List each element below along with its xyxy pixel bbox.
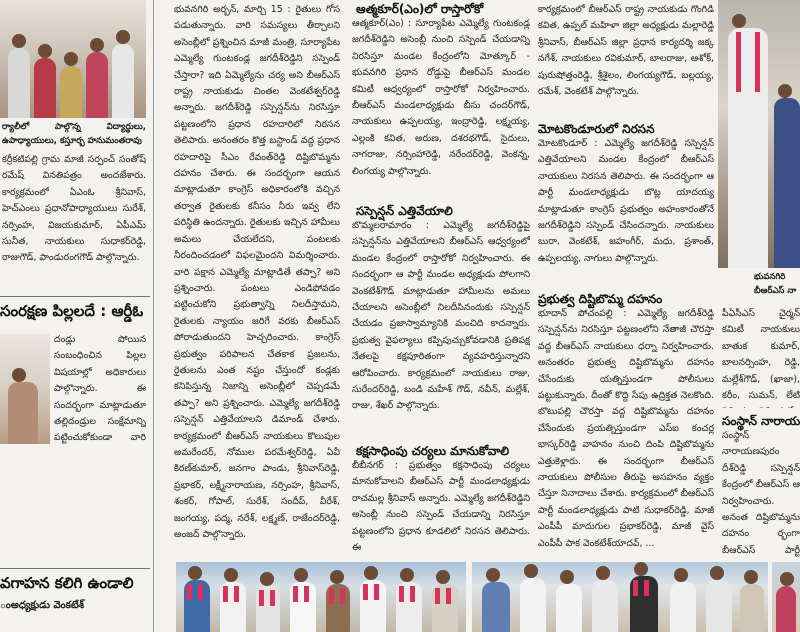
scarf-decoration <box>633 580 649 596</box>
person-figure <box>592 580 618 632</box>
person-figure <box>326 584 350 632</box>
column-divider <box>153 0 154 632</box>
person-figure <box>184 580 210 632</box>
article-body: భువనగిరి అర్బన్, మార్చి 15 : రైతులు గోస పడుతున్నారు. వారి సమస్యలు తీర్చాలని అసెంబ్లీలో ప్రశ్నించిన మాజీ మంత్రి, సూర్యాపేట ఎమ్మెల్యే గుంటకండ్ల జగదీశ్‌రెడ్డిని సస్పెండ్ చేస్తారా? ఇది ఏ‌మ్మెల్యేను చర్య అని బీఆర్ఎస్ రాష్ట్ర నాయకుడు చింతల వెంకటేశ్వర్‌రెడ్డి అన్నారు. జగదీశ్‌రెడ్డి సస్పెన్షన్‌ను నిరసిస్తూ పట్టణంలోని ప్రధాన రహదారిలో నిరసన తెలిపారు. అనంతరం కొత్త బస్టాండ్ వద్ద ప్రధాన రహదారిపై సీఎం రేవంత్‌రెడ్డి దిష్టిబొమ్మను దహనం చేశారు. ఈ సందర్భంగా ఆయన మాట్లాడుతూ కాంగ్రెస్ అధికారంలోకి వచ్చిన తర్వాత రైతులకు కనీసం నీరు ఇవ్వ లేని పరిస్థితి ఉందన్నారు. రైతులకు ఇచ్చిన హామీలు అమలు చేయలేదని, పంటలకు నీరందించడంలో విఫలమైందని విమర్శించారు. వారి పక్షాన ఎమ్మెల్యే మాట్లాడితే తప్పా? అని ప్రశ్నించారు. పంటలు ఎండిపోవడం పట్టించుకోని ప్రభుత్వాన్ని నిలదీస్తామని, రైతులకు న్యాయం జరిగే వరకు బీఆర్ఎస్ పోరాడుతుందని హెచ్చరించారు. కాంగ్రెస్ ప్రభుత్వం పరిపాలన చేతకాక ప్రజలను, రైతులను ఎంత నష్టం చేస్తుందో కండ్లకు కనిపిస్తున్న నిజాన్ని అసెంబ్లీలో చెప్పడమే తప్పా? అని ప్రశ్నించారు. ఎమ్మెల్యే జగదీశ్‌రెడ్డి సస్పెన్షన్ ఎత్తివేయాలని డిమాండ్ చేశారు. కార్యక్రమంలో బీఆర్ఎస్ నాయకులు కొలుపుల అమరేందర్, నోముల పరమేశ్వర్‌రెడ్డి, ఏవీ కిరణ్‌కుమార్, జనగాం పాండు, శ్రీనివాస్‌రెడ్డి, ప్రభాకర్, లక్ష్మీనారాయణ, నర్సింహ, శ్రీనివాస్, శంకర్, గోపాల్, సురేశ్, సందీప్, వీరేశ్, జంగయ్య, పద్మ, నరేశ్, లక్ష్మణ్, రాజేందర్‌రెడ్డి, అంజద్ పాల్గొన్నారు. <box>174 4 340 540</box>
person-figure <box>728 28 768 268</box>
divider <box>0 568 150 569</box>
students-photo <box>0 0 146 118</box>
article-headline: మోటకొండూరులో నిరసన <box>538 122 655 136</box>
person-figure <box>86 52 108 118</box>
protest-photo-center <box>472 562 768 632</box>
article-body: దండ్లు పోయిన సంబంధించిన పిల్లల విషయాల్లో అధికారులు పాల్గొన్నారు. ఈ సందర్భంగా మాట్లాడుతూ తల్లిదండ్రుల సంక్షేమాన్ని పట్టించుకోకుండా వారి <box>54 334 146 444</box>
right-column <box>536 0 716 560</box>
article-body: బీబీనగర్ : ప్రభుత్వం కక్షసాధింపు చర్యలు మానుకోవాలని బీఆర్ఎస్ పార్టీ మండలాధ్యక్షుడు రాచమల్ల శ్రీనివాస్ అన్నారు. ఎమ్మెల్యే జగదీశ్‌రెడ్డిని అసెంబ్లీ నుంచి సస్పెండ్ చేయడాన్ని నిరసిస్తూ పట్టణంలోని ప్రధాన కూడలిలో నిరసన తెలిపారు. ఈ <box>352 460 530 554</box>
person-figure <box>256 586 280 632</box>
scarf-decoration <box>259 590 275 606</box>
scarf-decoration <box>329 588 345 604</box>
article-headline: సస్పెన్షన్ ఎత్తివేయాలి <box>356 204 453 218</box>
person-figure <box>670 582 696 632</box>
article-body: ఆత్మకూర్(ఎం) : సూర్యాపేట ఎమ్మెల్యే గుంటకండ్ల జగదీశ్‌రెడ్డిని అసెంబ్లీ నుంచి సస్పెండ్ చేయడాన్ని నిరసిస్తూ మండల కేంద్రంలోని మోత్కూర్ - భువనగిరి ప్రధాన రోడ్డుపై బీఆర్ఎస్ మండల కమిటీ ఆధ్వర్యంలో రాస్తారోకో నిర్వహించారు. బీఆర్ఎస్ మండలాధ్యక్షుడు బీసు చందర్‌గౌడ్, నాయకులు ఉప్పలయ్య, ఇంద్రారెడ్డి, లక్ష్మయ్య, ఎల్లంకి కవిత, అరుణ, దశరథగౌడ్, సైదులు, నాగరాజు, నర్సింహారెడ్డి, నరేందర్‌రెడ్డి, వెంకన్న, లింగయ్య పాల్గొన్నారు. <box>352 18 530 177</box>
article-body: మోటకొండూర్ : ఎమ్మెల్యే జగదీశ్‌రెడ్డి సస్పెన్షన్ ఎత్తివేయాలని మండల కేంద్రంలో బీఆర్ఎస్ నాయకులు నిరసన తెలిపారు. ఈ సందర్భంగా ఆ పార్టీ మండలాధ్యక్షుడు బొట్ల యాదయ్య మాట్లాడుతూ కాంగ్రెస్ ప్రభుత్వం అహంకారంతోనే జగదీశ్‌రెడ్డిని సస్పెండ్ చేసిందన్నారు. నాయకులు బురా, వెంకటేశ్, జహంగీర్, మధు, ప్రశాంత్, ఉప్పలయ్య, నాగులు పాల్గొన్నారు. <box>538 138 714 264</box>
person-figure <box>34 58 56 118</box>
article-headline: సంరక్షణ పిల్లలదే : ఆర్డీఓ <box>0 302 144 320</box>
person-figure <box>774 98 800 268</box>
scarf-decoration <box>363 584 379 600</box>
person-figure <box>776 586 796 632</box>
article-headline: కక్షసాధింపు చర్యలు మానుకోవాలి <box>356 444 510 458</box>
article-headline: ఆత్మకూర్(ఎం)లో రాస్తారోకో <box>356 2 484 16</box>
scarf-decoration <box>736 32 760 92</box>
article-body-continued <box>2 446 146 562</box>
scarf-decoration <box>399 586 415 602</box>
person-figure <box>220 582 246 632</box>
person-figure <box>482 582 510 632</box>
person-figure <box>520 578 546 632</box>
left-column <box>0 0 150 632</box>
scarf-decoration <box>435 588 451 604</box>
person-figure <box>396 582 422 632</box>
person-figure <box>8 382 38 444</box>
person-figure <box>630 576 658 632</box>
rdo-photo <box>0 334 50 444</box>
middle-column <box>174 0 340 560</box>
divider <box>0 296 150 297</box>
photo-caption: ర్యాలీలో పాల్గొన్న విద్యార్థులు, ఉపాధ్యాయులు, కస్తూర్బ హనుమంతరావు <box>2 122 146 146</box>
center-column <box>346 0 532 560</box>
person-figure <box>360 580 386 632</box>
article-body: భూదాన్ పోచంపల్లి : ఎమ్మెల్యే జగదీశ్‌రెడ్డి సస్పెన్షన్‌ను నిరసిస్తూ పట్టణంలోని నేతాజీ చౌరస్తా వద్ద బీఆర్ఎస్ నాయకులు ధర్నా నిర్వహించారు. అనంతరం ప్రభుత్వ దిష్టిబొమ్మను దహనం చేసేందుకు యత్నిస్తుండగా పోలీసులు పట్టుకున్నారు. దీంతో కొద్ది సేపు ఉద్రిక్తత నెలకొంది. బొటుపల్లి చౌరస్తా వద్ద దిష్టిబొమ్మను దహనం చేసేందుకు ప్రయత్నిస్తుండగా ఎస్ఐ కంచర్ల భాస్కర్‌రెడ్డి వాహనం నుంచి దింపి దిష్టిబొమ్మను ఎత్తుకెళ్లారు. ఈ సందర్భంగా బీఆర్ఎస్ నాయకులు పోలీసుల తీరుపై అసహనం వ్యక్తం చేస్తూ నినాదాలు చేశారు. కార్యక్రమంలో బీఆర్ఎస్ పార్టీ మండలాధ్యక్షుడు పాటి సుధాకర్‌రెడ్డి, మాజీ ఎంపీపీ మాదుగుల ప్రభాకర్‌రెడ్డి, మాజీ వైస్ ఎంపీపీ పాక వెంకటేశ్‌యాదవ్, ... <box>538 308 714 549</box>
far-right-column <box>718 0 800 632</box>
photo-caption: భువనగిరి బీఆర్ఎస్ నా <box>754 272 797 296</box>
article-byline: ంఅధ్యక్షుడు వెంకటేశ్ <box>0 600 85 611</box>
scarf-decoration <box>187 584 203 600</box>
article-body: బొమ్మలరామారం : ఎమ్మెల్యే జగదీశ్‌రెడ్డిపై సస్పెన్షన్‌ను ఎత్తివేయాలని బీఆర్ఎస్ ఆధ్వర్యంలో మండల కేంద్రంలో రాస్తారోకో నిర్వహించారు. ఈ సందర్భంగా ఆ పార్టీ మండల అధ్యక్షుడు పోలగాని వెంకటేశ్‌గౌడ్ మాట్లాడుతూ హామీలను అమలు చేయాలని అసెంబ్లీలో నిలదీసినందుకు సస్పెన్షన్ చేయడం ప్రజాస్వామ్యానికి మంచిది కాదన్నారు. ప్రభుత్వ వైఫల్యాలు కప్పిపుచ్చుకోవడానికి ప్రతిపక్ష నేతలపై కక్షపూరితంగా వ్యవహరిస్తున్నారని ఆరోపించారు. కార్యక్రమంలో నాయకులు రాజు, సురేందర్‌రెడ్డి, బండి మహేశ్ గౌడ్, నవీన్, మల్లేశ్, రాజు, శేఖర్ పాల్గొన్నారు. <box>352 220 530 412</box>
person-figure <box>8 48 30 118</box>
article-body: కర్రీకటిపల్లి గ్రామ మాజీ సర్పంచ్ సంతోష్ రమేష్ వినతిపత్రం అందజేశారు. కార్యక్రమంలో ఏఎంఓ శ్రీనివాస్, హెచ్ఎంలు ప్రధానోపాధ్యాయులు సురేశ్, నర్సింహ, విజయకుమార్, ఏపీఎమ్ సునీత, నాయకులు సుధాకర్‌రెడ్డి, రాజుగౌడ్, పాండురంగగౌడ్ పాల్గొన్నారు. <box>2 154 146 264</box>
article-headline: ప్రభుత్వ దిష్టిబొమ్మ దహనం <box>538 292 663 306</box>
person-figure <box>432 584 458 632</box>
article-headline: వగాహన కలిగి ఉండాలి <box>0 574 134 592</box>
person-figure <box>740 584 764 632</box>
protest-photo-edge <box>772 562 800 632</box>
scarf-decoration <box>223 586 239 602</box>
article-body: సంస్థాన్ నారాయణపురం దీశ్‌రెడ్డి సస్పెన్షన్‌ కేంద్రంలో బీఆర్ఎస్ ఆ నిర్వహించారు. అనంత దిష్టిబొమ్మను దహనం ర్భంగా బీఆర్ఎస్ పార్టీ <box>722 430 800 556</box>
article-headline: సంస్థాన్ నారాయ <box>722 414 800 428</box>
scarf-decoration <box>293 586 309 602</box>
article-body: పీఏసీఎస్ చైర్మన్ కమిటీ నాయకులు బాతుక కుమార్, బాలనర్సింహ, రెడ్డి, మల్లేశ్‌గౌడ్, (ఖాజా), కరీం, సుమన్, లేటి <box>722 308 800 402</box>
protest-photo-right <box>718 0 800 268</box>
person-figure <box>112 44 134 118</box>
person-figure <box>60 66 82 118</box>
person-figure <box>556 584 582 632</box>
person-figure <box>706 580 732 632</box>
article-body: కార్యక్రమంలో బీఆర్ఎస్ రాష్ట్ర నాయకుడు గొంగిడి కవిత, ఉప్పల్ మహిళా జిల్లా అధ్యక్షుడు మల్లారెడ్డి శ్రీనివాస్, బీఆర్ఎస్ జిల్లా ప్రధాన కార్యదర్శి జక్క నగేశ్, నాయకులు రవికుమార్, బాలరాజు, ఆశోక్, పురుషోత్తంరెడ్డి, శ్రీశైలం, లింగయ్యగౌడ్, బల్లయ్య, రమేశ్, వెంకటేశ్ పాల్గొన్నారు. <box>538 4 714 98</box>
person-figure <box>290 582 316 632</box>
protest-photo-left <box>176 562 466 632</box>
